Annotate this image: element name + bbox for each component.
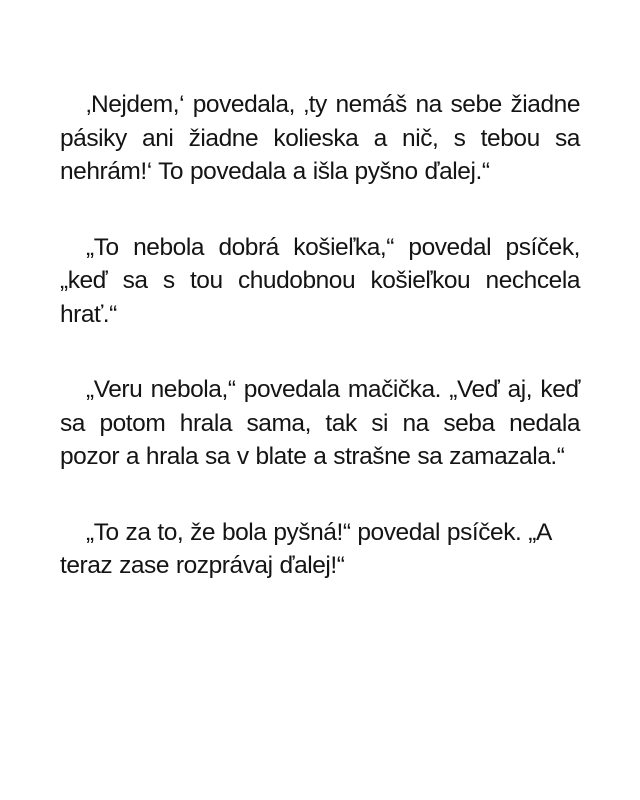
story-paragraph-4: „To za to, že bola pyšná!“ povedal psíček. „A teraz zase rozprávaj ďalej!“	[60, 518, 551, 579]
story-paragraph-3: „Veru nebola,“ povedala mačička. „Veď aj, keď sa potom hrala sama, tak si na seba nedala pozor a hrala sa v blate a strašne sa zamazala.“	[60, 376, 580, 470]
story-page	[60, 88, 580, 625]
story-paragraph-2: „To nebola dobrá košieľka,“ povedal psíček, „keď sa s tou chudobnou košieľkou nechcela hrať.“	[60, 233, 580, 328]
story-paragraph-1: ‚Nejdem,‘ povedala, ‚ty nemáš na sebe žiadne pásiky ani žiadne kolieska a nič, s tebou sa nehrám!‘ To povedala a išla pyšno ďalej.“	[60, 91, 580, 185]
